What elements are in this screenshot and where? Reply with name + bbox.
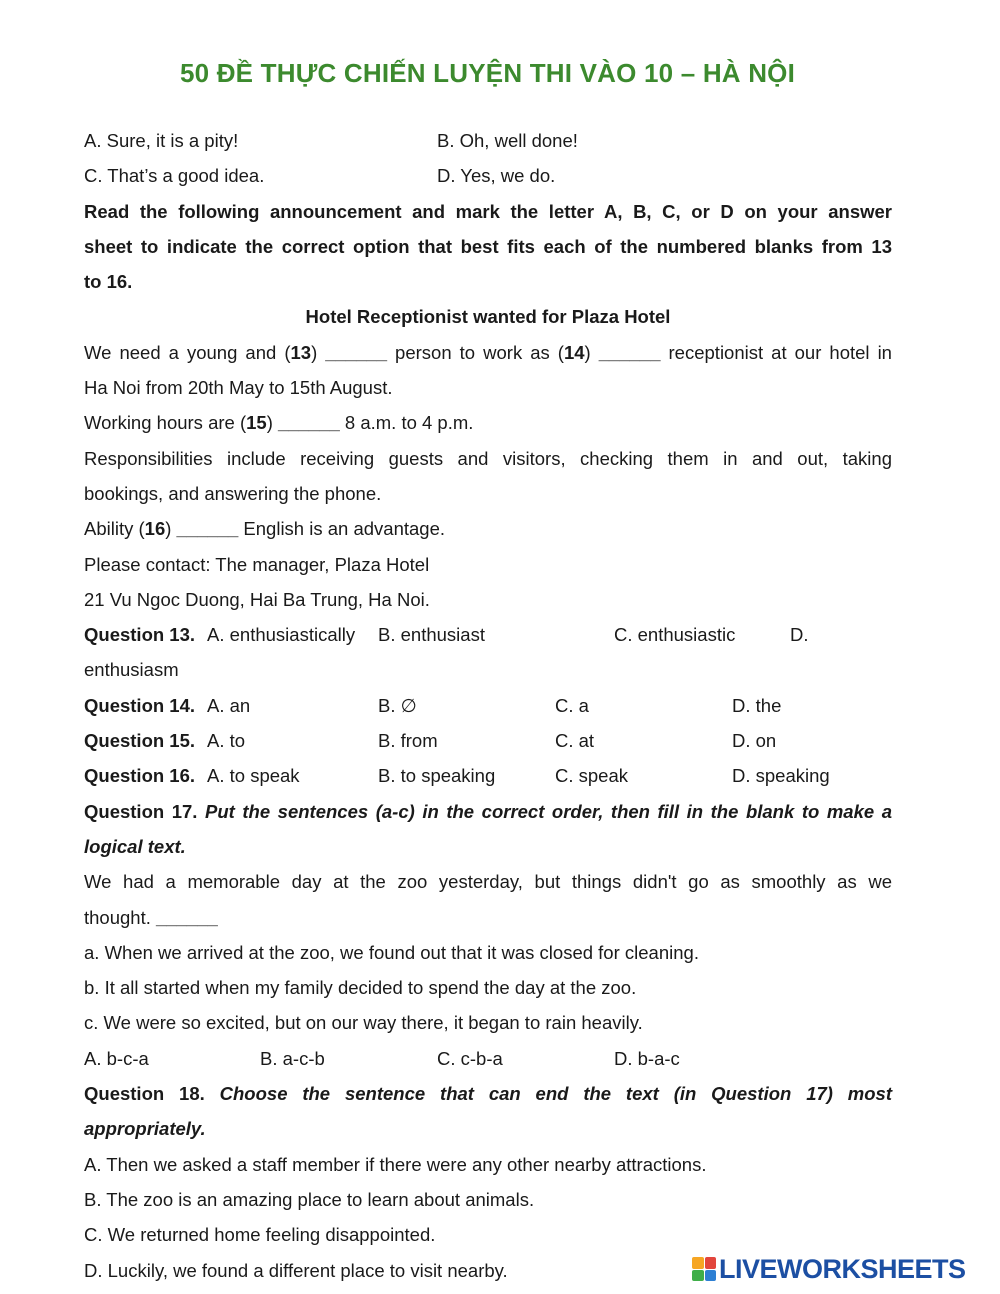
worksheet-content (84, 123, 892, 1288)
q18-option-d[interactable]: D. Luckily, we found a different place to visit nearby. (84, 1259, 508, 1281)
text: ) (266, 412, 279, 434)
q17-sentence-c: c. We were so excited, but on our way there, it began to rain heavily. (84, 1012, 643, 1034)
instruction-line-3: to 16. (84, 271, 133, 293)
question-17-prompt (84, 794, 892, 829)
announcement-paragraph-3: Responsibilities include receiving guests and visitors, checking them in and out, taking (84, 447, 892, 469)
text: ) (311, 341, 326, 363)
question-17-instruction-cont: logical text. (84, 835, 186, 857)
q15-option-d[interactable]: D. on (732, 730, 777, 752)
q15-option-b[interactable]: B. from (378, 730, 438, 752)
q14-option-b[interactable]: B. ∅ (378, 694, 417, 716)
question-14 (84, 688, 892, 723)
blank-number-14: 14 (563, 341, 585, 363)
prev-option-d[interactable]: D. Yes, we do. (437, 165, 556, 187)
blank-number-15: 15 (246, 412, 267, 434)
q16-option-d[interactable]: D. speaking (732, 765, 830, 787)
blank-16[interactable]: ______ (176, 518, 239, 540)
q16-option-b[interactable]: B. to speaking (378, 765, 496, 787)
q18-option-c[interactable]: C. We returned home feeling disappointed. (84, 1224, 436, 1246)
announcement-title: Hotel Receptionist wanted for Plaza Hotel (305, 306, 671, 328)
q14-option-d[interactable]: D. the (732, 694, 782, 716)
text: Ability ( (84, 518, 145, 540)
text: ) (584, 341, 599, 363)
question-18-label: Question 18. (84, 1083, 205, 1105)
question-14-label: Question 14. (84, 694, 196, 716)
q17-option-b[interactable]: B. a-c-b (260, 1047, 325, 1069)
question-18-prompt (84, 1076, 892, 1111)
announcement-paragraph-4 (84, 511, 892, 546)
liveworksheets-logo (692, 1252, 992, 1286)
q14-option-c[interactable]: C. a (555, 694, 589, 716)
q15-option-c[interactable]: C. at (555, 730, 595, 752)
q17-option-c[interactable]: C. c-b-a (437, 1047, 503, 1069)
text: We need a young and ( (84, 341, 291, 363)
blank-13[interactable]: ______ (325, 341, 388, 363)
prev-option-b[interactable]: B. Oh, well done! (437, 130, 578, 151)
question-17-instruction: Put the sentences (a-c) in the correct order, then fill in the blank to make a (205, 800, 893, 822)
announcement-paragraph-1-cont: Ha Noi from 20th May to 15th August. (84, 377, 393, 399)
q17-sentence-a: a. When we arrived at the zoo, we found out that it was closed for cleaning. (84, 941, 699, 963)
question-16-label: Question 16. (84, 765, 196, 787)
announcement-paragraph-2 (84, 405, 892, 440)
blank-17[interactable]: ______ (156, 906, 218, 928)
announcement-contact: Please contact: The manager, Plaza Hotel (84, 553, 430, 575)
announcement-address: 21 Vu Ngoc Duong, Hai Ba Trung, Ha Noi. (84, 588, 430, 610)
question-17-options (84, 1041, 892, 1076)
text: 8 a.m. to 4 p.m. (339, 412, 474, 434)
question-13-label: Question 13. (84, 624, 196, 646)
liveworksheets-logo-text: LIVEWORKSHEETS (719, 1253, 966, 1284)
blank-15[interactable]: ______ (278, 412, 340, 434)
page-title: 50 ĐỀ THỰC CHIẾN LUYỆN THI VÀO 10 – HÀ NỘI (179, 58, 796, 88)
question-15 (84, 723, 892, 758)
text: person to work as ( (387, 341, 564, 363)
text: thought. (84, 906, 157, 928)
q17-option-a[interactable]: A. b-c-a (84, 1047, 149, 1069)
text: English is an advantage. (238, 518, 446, 540)
prev-option-a[interactable]: A. Sure, it is a pity! (84, 130, 239, 151)
prev-option-c[interactable]: C. That’s a good idea. (84, 165, 265, 187)
text: Working hours are ( (84, 412, 247, 434)
liveworksheets-logo-icon (692, 1257, 716, 1281)
q13-option-d[interactable]: D. (790, 624, 809, 646)
question-17-label: Question 17. (84, 800, 198, 822)
text: ) (165, 518, 177, 540)
question-17-text: We had a memorable day at the zoo yesterday, but things didn't go as smoothly as we (84, 871, 892, 893)
question-18-instruction-cont: appropriately. (84, 1118, 206, 1140)
blank-14[interactable]: ______ (598, 341, 661, 363)
q18-option-a[interactable]: A. Then we asked a staff member if there were any other nearby attractions. (84, 1153, 707, 1175)
q13-option-c[interactable]: C. enthusiastic (614, 624, 736, 646)
q16-option-c[interactable]: C. speak (555, 765, 629, 787)
prev-options-row-2 (84, 158, 892, 193)
q17-option-d[interactable]: D. b-a-c (614, 1047, 680, 1069)
q13-option-b[interactable]: B. enthusiast (378, 624, 485, 646)
instruction-line-2: sheet to indicate the correct option that best fits each of the numbered blanks from 13 (84, 235, 892, 257)
blank-number-13: 13 (290, 341, 312, 363)
q17-sentence-b: b. It all started when my family decided to spend the day at the zoo. (84, 977, 637, 999)
q16-option-a[interactable]: A. to speak (207, 765, 300, 787)
question-18-instruction: Choose the sentence that can end the text (in Question 17) most (219, 1083, 893, 1105)
text: receptionist at our hotel in (660, 341, 892, 363)
blank-number-16: 16 (144, 518, 166, 540)
instruction-line-1: Read the following announcement and mark the letter A, B, C, or D on your answer (84, 200, 892, 222)
announcement-paragraph-3-cont: bookings, and answering the phone. (84, 482, 382, 504)
question-16 (84, 758, 892, 793)
question-17-text-cont (84, 900, 892, 935)
question-13 (84, 617, 892, 652)
announcement-paragraph-1 (84, 335, 892, 370)
q14-option-a[interactable]: A. an (207, 694, 251, 716)
question-15-label: Question 15. (84, 730, 196, 752)
prev-options-row-1 (84, 123, 892, 158)
question-13-cont[interactable]: enthusiasm (84, 659, 179, 681)
q18-option-b[interactable]: B. The zoo is an amazing place to learn about animals. (84, 1188, 535, 1210)
q13-option-a[interactable]: A. enthusiastically (207, 624, 356, 646)
q15-option-a[interactable]: A. to (207, 730, 246, 752)
